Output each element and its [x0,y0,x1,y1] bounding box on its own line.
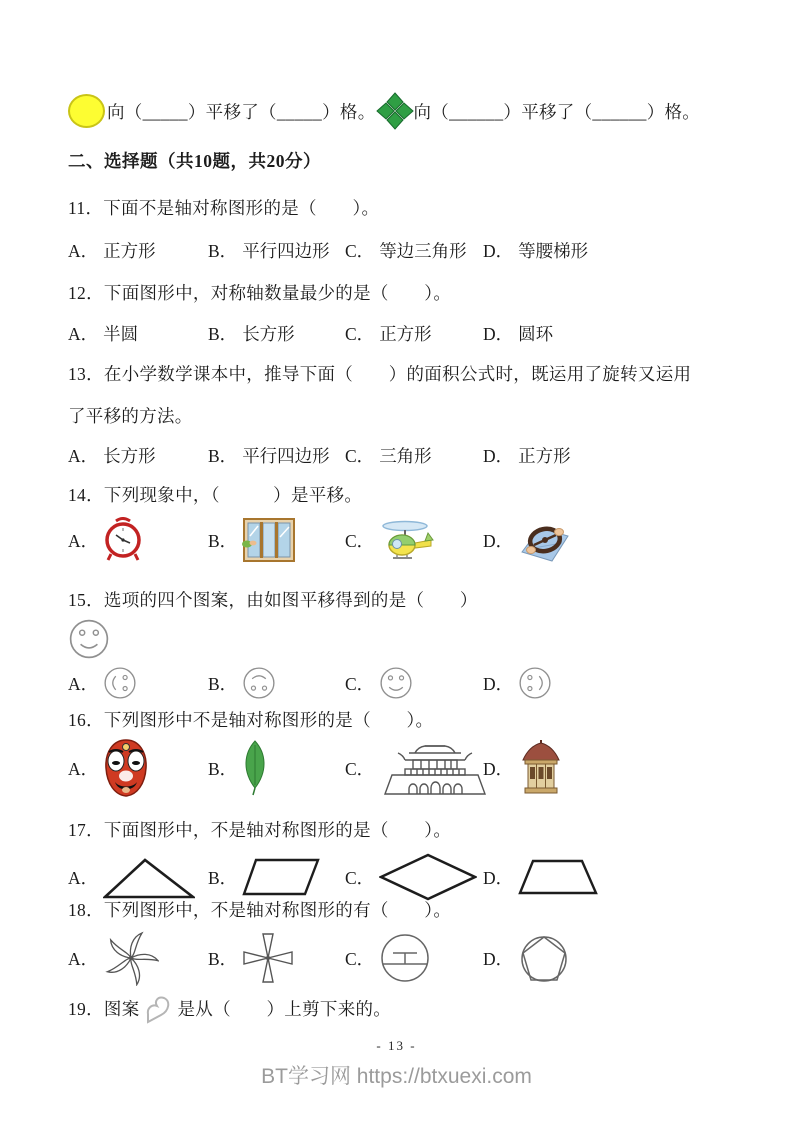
question-18 [68,896,745,986]
circle-chord-symbol-icon [379,932,431,984]
option-a: A． [68,666,208,700]
option-c: C． [345,740,483,796]
smiley-face-upright-icon [68,618,110,660]
question-16 [68,706,745,798]
question-14-options [68,517,745,563]
option-b: B． 平行四边形 [208,446,330,466]
pinwheel-icon [103,930,159,986]
option-a: A． 半圆 [68,324,139,344]
option-a: A． 长方形 [68,446,156,466]
trapezoid-icon [518,857,598,897]
option-c: C． [345,932,483,984]
pentagon-in-circle-icon [518,932,570,984]
option-b: B． [208,857,345,897]
option-d: D． [483,518,745,562]
section-title: 二、选择题（共10题，共20分） [68,151,321,171]
question-14-stem: 14．下列现象中，（ ）是平移。 [68,485,363,505]
option-b: B． [208,930,345,986]
smiley-rotated-270-icon [518,666,552,700]
footer-site-text: BT学习网 https://btxuexi.com [261,1065,532,1088]
question-19-stem: 19．图案 是从（ ）上剪下来的。 [68,993,745,1025]
question-15-figure [68,618,745,660]
fill-text-1: 向（_____）平移了（_____）格。 [107,101,376,122]
question-12-stem: 12．下面图形中，对称轴数量最少的是（ ）。 [68,283,452,303]
smiley-rotated-180-icon [242,666,276,700]
half-heart-cutout-icon [144,993,174,1025]
option-a: A． [68,738,208,798]
question-13-options [68,443,745,468]
question-17-stem: 17．下面图形中，不是轴对称图形的是（ ）。 [68,820,452,840]
triangle-icon [103,855,195,899]
option-c: C． [345,666,483,700]
green-cross-icon [376,92,414,130]
option-a: A． 正方形 [68,241,156,261]
rhombus-icon [379,852,477,902]
question-16-options [68,738,745,798]
option-d: D． 圆环 [483,324,554,344]
smiley-upright-icon [379,666,413,700]
option-d: D． [483,932,745,984]
opera-mask-icon [103,738,149,798]
option-b: B． 平行四边形 [208,241,330,261]
helicopter-icon [379,519,435,561]
option-c: C． 正方形 [345,324,432,344]
question-15-stem: 15．选项的四个图案，由如图平移得到的是（ ） [68,590,478,610]
question-13-stem-line1: 13．在小学数学课本中，推导下面（ ）的面积公式时，既运用了旋转又运用 [68,364,692,384]
question-18-options [68,930,745,986]
smiley-rotated-90-icon [103,666,137,700]
option-b: B． [208,666,345,700]
page-number: - 13 - [376,1038,417,1053]
question-15 [68,586,745,700]
green-leaf-icon [242,739,268,797]
option-d: D． [483,739,745,797]
question-17-options [68,852,745,902]
question-13 [68,353,745,468]
question-17 [68,816,745,902]
question-14 [68,481,745,563]
option-d: D． 正方形 [483,446,571,466]
option-a: A． [68,855,208,899]
option-d: D． 等腰梯形 [483,241,589,261]
option-c: C． [345,519,483,561]
question-12-options [68,321,745,346]
fill-text-2: 向（______）平移了（______）格。 [413,101,701,122]
question-12 [68,279,745,346]
question-13-stem-line2: 了平移的方法。 [68,406,193,426]
parallelogram-icon [242,857,320,897]
question-11 [68,194,745,263]
fill-blank-line [68,92,745,130]
sliding-window-icon [242,517,296,563]
tiananmen-gate-icon [379,740,491,796]
option-b: B． 长方形 [208,324,295,344]
alarm-clock-icon [103,517,143,563]
four-blade-propeller-icon [242,930,294,986]
option-c: C． 三角形 [345,446,432,466]
option-a: A． [68,517,208,563]
option-d: D． [483,666,745,700]
question-11-stem: 11．下面不是轴对称图形的是（ ）。 [68,198,380,218]
question-11-options [68,238,745,263]
option-c: C． 等边三角形 [345,241,467,261]
option-b: B． [208,517,345,563]
question-16-stem: 16．下列图形中不是轴对称图形的是（ ）。 [68,710,434,730]
option-b: B． [208,739,345,797]
question-15-options [68,666,745,700]
hexagonal-pavilion-icon [518,739,564,797]
steering-wheel-icon [518,518,570,562]
question-19 [68,993,745,1025]
question-18-stem: 18．下列图形中，不是轴对称图形的有（ ）。 [68,900,452,920]
option-a: A． [68,930,208,986]
yellow-circle-icon [68,94,105,128]
option-d: D． [483,857,745,897]
option-c: C． [345,852,483,902]
